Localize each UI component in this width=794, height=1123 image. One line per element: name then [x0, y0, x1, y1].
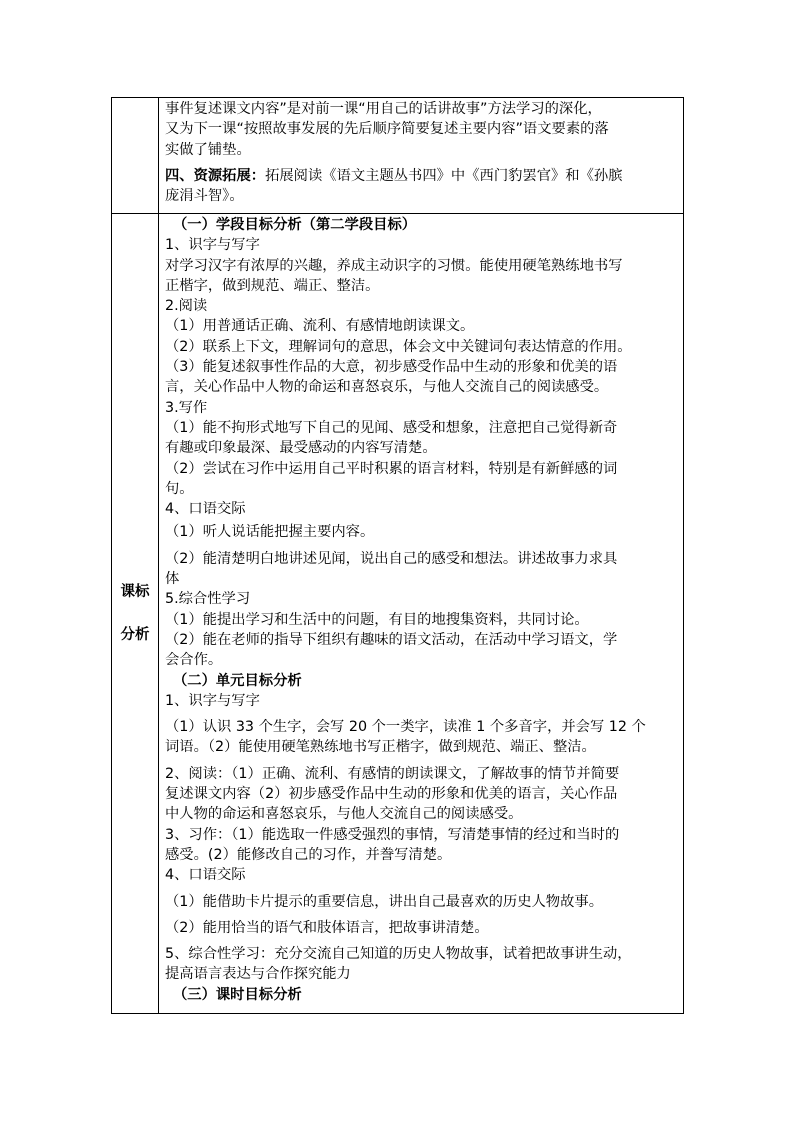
body-line: 事件复述课文内容”是对前一课“用自己的话讲故事”方法学习的深化，: [165, 101, 602, 117]
row-label-line: 课标: [120, 584, 150, 600]
curriculum-analysis-content: [159, 214, 684, 1014]
body-line: （1）听人说话能把握主要内容。: [165, 524, 375, 541]
curriculum-analysis-label-cell: [112, 214, 159, 1014]
body-line: （1）能借助卡片提示的重要信息，讲出自己最喜欢的历史人物故事。: [165, 893, 603, 910]
body-line: 复述课文内容（2）初步感受作品中生动的形象和优美的语言，关心作品: [165, 786, 618, 803]
body-line: 提高语言表达与合作探究能力: [165, 966, 351, 983]
body-line: 感受。(2）能修改自己的习作，并誊写清楚。: [165, 846, 452, 863]
body-line: 又为下一课“按照故事发展的先后顺序简要复述主要内容”语文要素的落: [165, 121, 609, 138]
body-line: 句。: [165, 480, 194, 497]
body-line: 庞涓斗智》。: [165, 188, 244, 205]
sub-heading: 5.综合性学习: [165, 591, 251, 608]
body-line: 正楷字，做到规范、端正、整洁。: [165, 277, 380, 294]
sub-heading: 1、识字与写字: [165, 237, 260, 254]
table-row: [112, 98, 684, 214]
table-row: [112, 214, 684, 1014]
resource-section-cell: [159, 98, 684, 214]
body-line: 实做了铺垫。: [165, 141, 251, 158]
body-line: （1）能不拘形式地写下自己的见闻、感受和想象，注意把自己觉得新奇: [165, 419, 618, 436]
body-line: 言，关心作品中人物的命运和喜怒哀乐，与他人交流自己的阅读感受。: [165, 379, 609, 396]
resource-title: 四、资源拓展：: [165, 167, 266, 184]
body-line: （2）联系上下文，理解词句的意思，体会文中关键词句表达情意的作用。: [165, 338, 632, 355]
body-line: 3、习作：（1）能选取一件感受强烈的事情，写清楚事情的经过和当时的: [165, 826, 620, 843]
section-heading: （一）学段目标分析（第二学段目标）: [173, 217, 417, 233]
sub-heading: 1、识字与写字: [165, 692, 260, 709]
row-label-line: 分析: [120, 627, 150, 643]
sub-heading: 4、口语交际: [165, 501, 246, 518]
body-line: 2、阅读：（1）正确、流利、有感情的朗读课文，了解故事的情节并简要: [165, 765, 620, 782]
resource-text: 拓展阅读《语文主题丛书四》中《西门豹罢官》和《孙膑: [265, 167, 623, 184]
sub-heading: 4、口语交际: [165, 867, 246, 884]
body-line: 体: [165, 571, 180, 588]
body-line: （1）能提出学习和生活中的问题，有目的地搜集资料，共同讨论。: [165, 611, 589, 628]
section-heading: （二）单元目标分析: [173, 672, 302, 689]
body-line: 5、综合性学习：充分交流自己知道的历史人物故事，试着把故事讲生动，: [165, 946, 632, 963]
row-label: [112, 582, 158, 645]
lesson-plan-table: [111, 97, 684, 1014]
body-line: （3）能复述叙事性作品的大意，初步感受作品中生动的形象和优美的语: [165, 359, 618, 376]
body-line: （2）能在老师的指导下组织有趣味的语文活动，在活动中学习语文，学: [165, 631, 618, 648]
body-line: （2）尝试在习作中运用自己平时积累的语言材料，特别是有新鲜感的词: [165, 460, 618, 477]
body-line: （1）认识 33 个生字，会写 20 个一类字，读准 1 个多音字，并会写 12 个: [165, 719, 646, 736]
section-heading: （三）课时目标分析: [173, 986, 302, 1003]
resource-paragraph: [165, 166, 677, 186]
body-line: 中人物的命运和喜怒哀乐，与他人交流自己的阅读感受。: [165, 806, 523, 823]
sub-heading: 3.写作: [165, 399, 208, 416]
body-line: 会合作。: [165, 652, 223, 669]
body-line: 有趣或印象最深、最受感动的内容写清楚。: [165, 440, 437, 457]
body-line: 词语。（2）能使用硬笔熟练地书写正楷字，做到规范、端正、整洁。: [165, 739, 596, 756]
body-line: （2）能清楚明白地讲述见闻，说出自己的感受和想法。讲述故事力求具: [165, 550, 618, 567]
sub-heading: 2.阅读: [165, 298, 208, 315]
body-line: （1）用普通话正确、流利、有感情地朗读课文。: [165, 318, 475, 335]
body-line: （2）能用恰当的语气和肢体语言，把故事讲清楚。: [165, 919, 489, 936]
empty-label-cell: [112, 98, 159, 214]
body-line: 对学习汉字有浓厚的兴趣，养成主动识字的习惯。能使用硬笔熟练地书写: [165, 257, 623, 274]
